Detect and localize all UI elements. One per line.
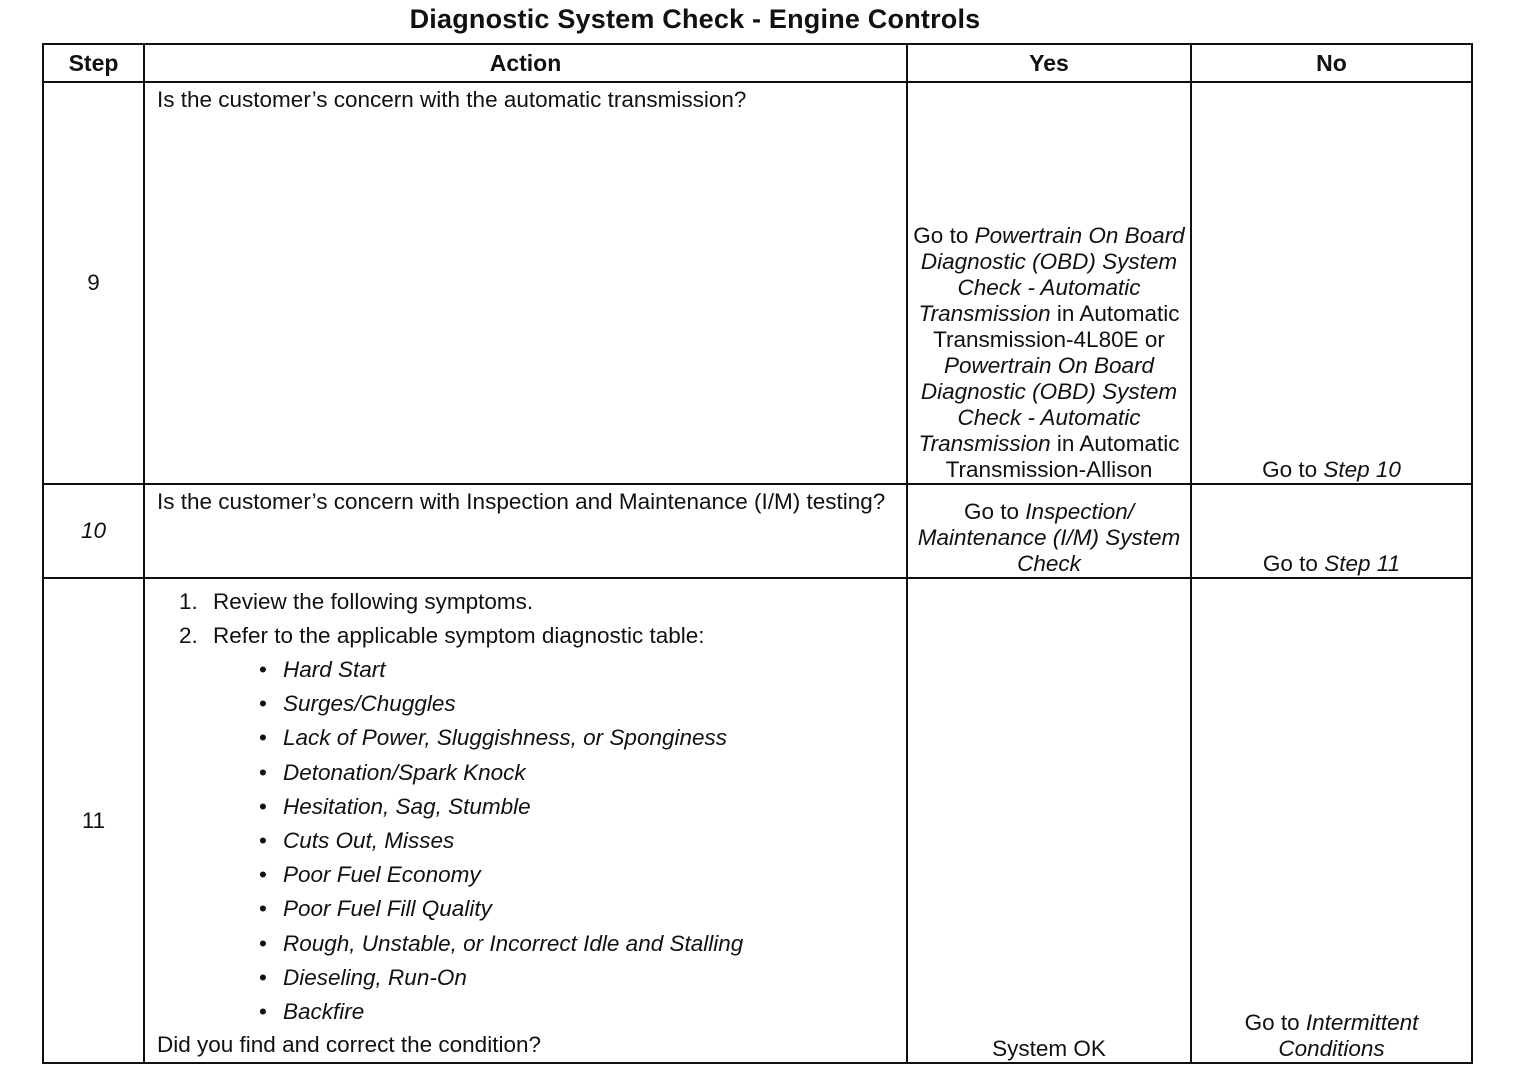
symptom-backfire-link[interactable]: • Backfire [259,999,365,1025]
diagnostic-table [42,43,1473,1064]
im-system-check-link[interactable]: Inspection/ Maintenance (I/M) System Check [917,499,1181,576]
header-action: Action [144,44,907,82]
symptom-hard-start-link[interactable]: • Hard Start [259,657,386,682]
symptom-surges-link[interactable]: • Surges/Chuggles [259,691,456,717]
no-cell [1191,484,1472,578]
symptom-poor-fuel-fill-link[interactable]: • Poor Fuel Fill Quality [259,896,492,922]
action-cell [144,82,907,484]
table-row [43,484,1472,578]
yes-go-to: Go to [963,499,1026,524]
step-10-link[interactable]: Step 10 [1323,457,1401,482]
symptom-hesitation-link[interactable]: • Hesitation, Sag, Stumble [259,793,531,819]
symptom-dieseling-link[interactable]: • Dieseling, Run-On [259,964,467,990]
yes-manual-ref: in Automatic Transmission-4L80E or [933,301,1180,352]
table-row [43,82,1472,484]
obd-system-check-link[interactable]: Powertrain On Board Diagnostic (OBD) System Check - Automatic Transmission [918,223,1185,326]
symptom-list [179,653,906,1029]
action-question: Did you find and correct the condition? [157,1032,541,1057]
yes-cell [907,484,1191,578]
step-11-link[interactable]: Step 11 [1324,551,1401,576]
step-number: 11 [43,578,144,1063]
no-go-to: Go to [1244,1010,1306,1035]
action-steps-list [145,579,906,1029]
table-header-row [43,44,1472,82]
action-question: Is the customer’s concern with Inspection and Maintenance (I/M) testing? [157,489,886,514]
symptom-cuts-out-link[interactable]: • Cuts Out, Misses [259,828,455,854]
symptom-poor-fuel-economy-link[interactable]: • Poor Fuel Economy [259,862,481,888]
table-row [43,578,1472,1063]
step-number: 10 [43,484,144,578]
yes-cell [907,82,1191,484]
symptom-lack-of-power-link[interactable]: • Lack of Power, Sluggishness, or Sponginess [259,725,728,751]
obd-system-check-link[interactable]: Powertrain On Board Diagnostic (OBD) System Check - Automatic Transmission [918,353,1178,456]
no-cell [1191,82,1472,484]
symptom-rough-idle-link[interactable]: • Rough, Unstable, or Incorrect Idle and Stalling [259,930,744,956]
list-item: 1. Review the following symptoms. [179,589,534,614]
action-cell [144,578,907,1063]
action-question: Is the customer’s concern with the automatic transmission? [157,87,747,112]
action-cell [144,484,907,578]
no-go-to: Go to [1262,551,1325,576]
yes-manual-ref: in Automatic Transmission-Allison [945,431,1180,482]
step-number: 9 [43,82,144,484]
page-title: Diagnostic System Check - Engine Controls [409,4,981,34]
yes-go-to: Go to [913,223,975,248]
system-ok-text: System OK [992,1036,1106,1061]
list-item: 2. Refer to the applicable symptom diagnostic table: • Hard Start • Surges/Chuggles • Lack of Power, Sluggishness, or Sponginess • Detonation/Spark Knock • Hesitation, Sag, Stumble • Cuts Out, Misses • Poor Fuel Economy • Poor Fuel Fill Quality • Rough, Unstable, or Incorrect Idle and Stalling • Dieseling, Run-On • Backfire [179,619,906,1029]
yes-cell [907,578,1191,1063]
intermittent-conditions-link[interactable]: Intermittent Conditions [1278,1010,1419,1061]
no-go-to: Go to [1262,457,1324,482]
header-step: Step [43,44,144,82]
header-yes: Yes [907,44,1191,82]
symptom-detonation-link[interactable]: • Detonation/Spark Knock [259,759,526,785]
no-cell [1191,578,1472,1063]
header-no: No [1191,44,1472,82]
